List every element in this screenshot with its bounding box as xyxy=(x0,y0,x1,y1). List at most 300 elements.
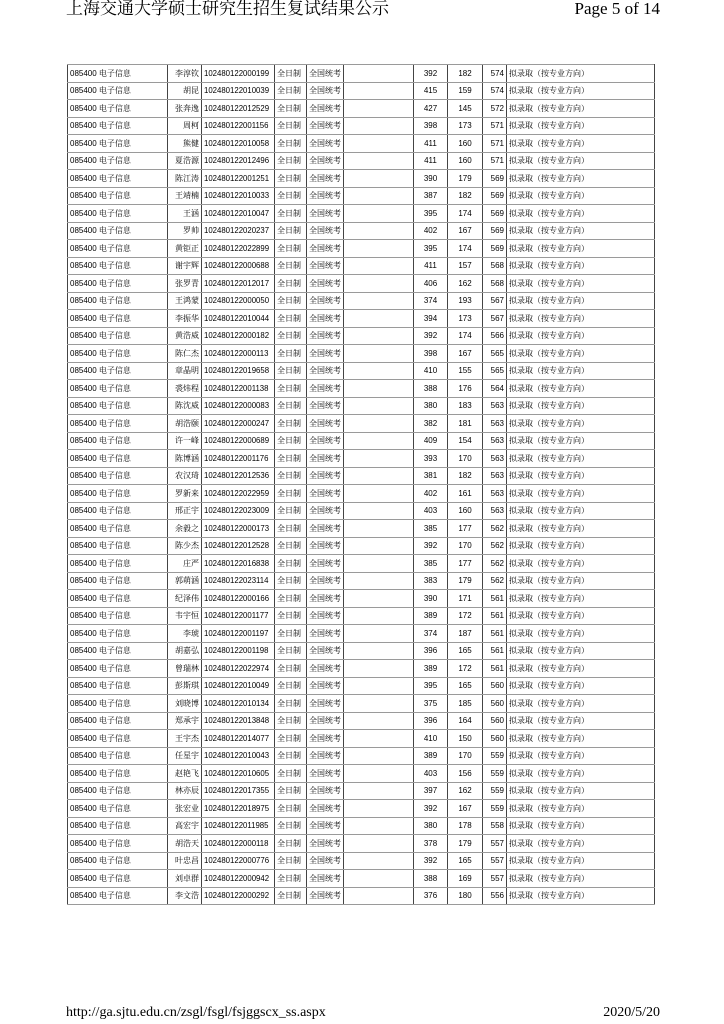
table-row xyxy=(68,117,655,135)
score-1-cell: 394 xyxy=(414,310,448,328)
study-mode-cell: 全日制 xyxy=(275,800,307,818)
candidate-id-cell: 102480122022959 xyxy=(202,485,275,503)
result-cell: 拟录取（按专业方向） xyxy=(507,170,655,188)
program-cell: 085400 电子信息 xyxy=(68,747,168,765)
blank-cell xyxy=(344,292,414,310)
name-cell: 胡浩颐 xyxy=(168,415,202,433)
result-cell: 拟录取（按专业方向） xyxy=(507,852,655,870)
program-cell: 085400 电子信息 xyxy=(68,450,168,468)
score-1-cell: 396 xyxy=(414,712,448,730)
total-score-cell: 559 xyxy=(483,800,507,818)
blank-cell xyxy=(344,432,414,450)
exam-type-cell: 全国统考 xyxy=(307,747,344,765)
total-score-cell: 571 xyxy=(483,117,507,135)
result-cell: 拟录取（按专业方向） xyxy=(507,292,655,310)
name-cell: 农汉琦 xyxy=(168,467,202,485)
exam-type-cell: 全国统考 xyxy=(307,415,344,433)
score-2-cell: 179 xyxy=(448,835,483,853)
study-mode-cell: 全日制 xyxy=(275,607,307,625)
total-score-cell: 569 xyxy=(483,222,507,240)
exam-type-cell: 全国统考 xyxy=(307,765,344,783)
result-cell: 拟录取（按专业方向） xyxy=(507,590,655,608)
table-row xyxy=(68,380,655,398)
score-1-cell: 415 xyxy=(414,82,448,100)
name-cell: 郑承宇 xyxy=(168,712,202,730)
table-row xyxy=(68,362,655,380)
result-cell: 拟录取（按专业方向） xyxy=(507,730,655,748)
name-cell: 任星宇 xyxy=(168,747,202,765)
table-row xyxy=(68,520,655,538)
table-row xyxy=(68,222,655,240)
program-cell: 085400 电子信息 xyxy=(68,765,168,783)
score-2-cell: 174 xyxy=(448,327,483,345)
name-cell: 陈江涛 xyxy=(168,170,202,188)
name-cell: 章晶明 xyxy=(168,362,202,380)
score-2-cell: 177 xyxy=(448,520,483,538)
candidate-id-cell: 102480122012536 xyxy=(202,467,275,485)
blank-cell xyxy=(344,397,414,415)
candidate-id-cell: 102480122000173 xyxy=(202,520,275,538)
score-2-cell: 173 xyxy=(448,117,483,135)
blank-cell xyxy=(344,555,414,573)
candidate-id-cell: 102480122014077 xyxy=(202,730,275,748)
study-mode-cell: 全日制 xyxy=(275,642,307,660)
program-cell: 085400 电子信息 xyxy=(68,292,168,310)
blank-cell xyxy=(344,467,414,485)
candidate-id-cell: 102480122010044 xyxy=(202,310,275,328)
candidate-id-cell: 102480122012528 xyxy=(202,537,275,555)
study-mode-cell: 全日制 xyxy=(275,677,307,695)
candidate-id-cell: 102480122012017 xyxy=(202,275,275,293)
program-cell: 085400 电子信息 xyxy=(68,852,168,870)
total-score-cell: 556 xyxy=(483,887,507,905)
program-cell: 085400 电子信息 xyxy=(68,345,168,363)
total-score-cell: 569 xyxy=(483,170,507,188)
table-row xyxy=(68,817,655,835)
total-score-cell: 564 xyxy=(483,380,507,398)
study-mode-cell: 全日制 xyxy=(275,82,307,100)
table-row xyxy=(68,835,655,853)
results-table-body xyxy=(68,65,655,905)
score-2-cell: 160 xyxy=(448,152,483,170)
result-cell: 拟录取（按专业方向） xyxy=(507,205,655,223)
candidate-id-cell: 102480122012529 xyxy=(202,100,275,118)
exam-type-cell: 全国统考 xyxy=(307,152,344,170)
table-row xyxy=(68,310,655,328)
name-cell: 韦宇恒 xyxy=(168,607,202,625)
total-score-cell: 567 xyxy=(483,292,507,310)
study-mode-cell: 全日制 xyxy=(275,835,307,853)
study-mode-cell: 全日制 xyxy=(275,187,307,205)
score-2-cell: 165 xyxy=(448,852,483,870)
score-1-cell: 392 xyxy=(414,327,448,345)
page-indicator: Page 5 of 14 xyxy=(574,0,660,18)
candidate-id-cell: 102480122016838 xyxy=(202,555,275,573)
study-mode-cell: 全日制 xyxy=(275,292,307,310)
blank-cell xyxy=(344,765,414,783)
study-mode-cell: 全日制 xyxy=(275,712,307,730)
name-cell: 熊健 xyxy=(168,135,202,153)
name-cell: 张奔逸 xyxy=(168,100,202,118)
exam-type-cell: 全国统考 xyxy=(307,222,344,240)
blank-cell xyxy=(344,817,414,835)
score-1-cell: 409 xyxy=(414,432,448,450)
study-mode-cell: 全日制 xyxy=(275,467,307,485)
study-mode-cell: 全日制 xyxy=(275,590,307,608)
table-row xyxy=(68,415,655,433)
study-mode-cell: 全日制 xyxy=(275,695,307,713)
score-2-cell: 182 xyxy=(448,65,483,83)
candidate-id-cell: 102480122013848 xyxy=(202,712,275,730)
blank-cell xyxy=(344,485,414,503)
score-2-cell: 154 xyxy=(448,432,483,450)
exam-type-cell: 全国统考 xyxy=(307,730,344,748)
study-mode-cell: 全日制 xyxy=(275,502,307,520)
score-2-cell: 177 xyxy=(448,555,483,573)
score-2-cell: 167 xyxy=(448,800,483,818)
exam-type-cell: 全国统考 xyxy=(307,100,344,118)
program-cell: 085400 电子信息 xyxy=(68,537,168,555)
study-mode-cell: 全日制 xyxy=(275,397,307,415)
score-2-cell: 167 xyxy=(448,222,483,240)
score-2-cell: 156 xyxy=(448,765,483,783)
blank-cell xyxy=(344,327,414,345)
score-2-cell: 169 xyxy=(448,870,483,888)
print-date: 2020/5/20 xyxy=(603,1005,660,1020)
program-cell: 085400 电子信息 xyxy=(68,135,168,153)
exam-type-cell: 全国统考 xyxy=(307,625,344,643)
study-mode-cell: 全日制 xyxy=(275,100,307,118)
name-cell: 赵艳飞 xyxy=(168,765,202,783)
exam-type-cell: 全国统考 xyxy=(307,870,344,888)
program-cell: 085400 电子信息 xyxy=(68,117,168,135)
result-cell: 拟录取（按专业方向） xyxy=(507,782,655,800)
blank-cell xyxy=(344,835,414,853)
program-cell: 085400 电子信息 xyxy=(68,362,168,380)
total-score-cell: 561 xyxy=(483,660,507,678)
blank-cell xyxy=(344,170,414,188)
exam-type-cell: 全国统考 xyxy=(307,275,344,293)
table-row xyxy=(68,187,655,205)
result-cell: 拟录取（按专业方向） xyxy=(507,327,655,345)
exam-type-cell: 全国统考 xyxy=(307,887,344,905)
name-cell: 邢正宇 xyxy=(168,502,202,520)
total-score-cell: 563 xyxy=(483,397,507,415)
program-cell: 085400 电子信息 xyxy=(68,642,168,660)
score-2-cell: 180 xyxy=(448,887,483,905)
candidate-id-cell: 102480122010134 xyxy=(202,695,275,713)
score-2-cell: 167 xyxy=(448,345,483,363)
program-cell: 085400 电子信息 xyxy=(68,590,168,608)
score-2-cell: 178 xyxy=(448,817,483,835)
total-score-cell: 559 xyxy=(483,765,507,783)
exam-type-cell: 全国统考 xyxy=(307,362,344,380)
study-mode-cell: 全日制 xyxy=(275,327,307,345)
candidate-id-cell: 102480122022974 xyxy=(202,660,275,678)
blank-cell xyxy=(344,502,414,520)
result-cell: 拟录取（按专业方向） xyxy=(507,82,655,100)
total-score-cell: 560 xyxy=(483,712,507,730)
table-row xyxy=(68,292,655,310)
score-1-cell: 383 xyxy=(414,572,448,590)
score-1-cell: 392 xyxy=(414,800,448,818)
score-2-cell: 172 xyxy=(448,607,483,625)
score-2-cell: 179 xyxy=(448,170,483,188)
result-cell: 拟录取（按专业方向） xyxy=(507,450,655,468)
result-cell: 拟录取（按专业方向） xyxy=(507,800,655,818)
program-cell: 085400 电子信息 xyxy=(68,817,168,835)
study-mode-cell: 全日制 xyxy=(275,152,307,170)
candidate-id-cell: 102480122001198 xyxy=(202,642,275,660)
score-2-cell: 176 xyxy=(448,380,483,398)
score-1-cell: 402 xyxy=(414,222,448,240)
total-score-cell: 561 xyxy=(483,625,507,643)
source-url: http://ga.sjtu.edu.cn/zsgl/fsgl/fsjggscx_ss.aspx xyxy=(66,1005,326,1020)
score-2-cell: 150 xyxy=(448,730,483,748)
score-2-cell: 181 xyxy=(448,415,483,433)
program-cell: 085400 电子信息 xyxy=(68,572,168,590)
study-mode-cell: 全日制 xyxy=(275,765,307,783)
candidate-id-cell: 102480122000942 xyxy=(202,870,275,888)
blank-cell xyxy=(344,660,414,678)
candidate-id-cell: 102480122010043 xyxy=(202,747,275,765)
exam-type-cell: 全国统考 xyxy=(307,555,344,573)
total-score-cell: 565 xyxy=(483,345,507,363)
name-cell: 王靖楠 xyxy=(168,187,202,205)
blank-cell xyxy=(344,852,414,870)
candidate-id-cell: 102480122019658 xyxy=(202,362,275,380)
score-1-cell: 396 xyxy=(414,642,448,660)
total-score-cell: 562 xyxy=(483,520,507,538)
table-row xyxy=(68,240,655,258)
score-1-cell: 392 xyxy=(414,852,448,870)
study-mode-cell: 全日制 xyxy=(275,170,307,188)
total-score-cell: 559 xyxy=(483,747,507,765)
blank-cell xyxy=(344,887,414,905)
document-title: 上海交通大学硕士研究生招生复试结果公示 xyxy=(66,0,389,19)
score-1-cell: 392 xyxy=(414,537,448,555)
score-1-cell: 410 xyxy=(414,362,448,380)
name-cell: 彭斯琪 xyxy=(168,677,202,695)
exam-type-cell: 全国统考 xyxy=(307,345,344,363)
exam-type-cell: 全国统考 xyxy=(307,205,344,223)
result-cell: 拟录取（按专业方向） xyxy=(507,152,655,170)
score-1-cell: 398 xyxy=(414,345,448,363)
result-cell: 拟录取（按专业方向） xyxy=(507,222,655,240)
exam-type-cell: 全国统考 xyxy=(307,852,344,870)
table-row xyxy=(68,485,655,503)
total-score-cell: 571 xyxy=(483,135,507,153)
candidate-id-cell: 102480122001176 xyxy=(202,450,275,468)
name-cell: 王涵 xyxy=(168,205,202,223)
blank-cell xyxy=(344,345,414,363)
exam-type-cell: 全国统考 xyxy=(307,817,344,835)
score-1-cell: 402 xyxy=(414,485,448,503)
study-mode-cell: 全日制 xyxy=(275,432,307,450)
study-mode-cell: 全日制 xyxy=(275,135,307,153)
total-score-cell: 565 xyxy=(483,362,507,380)
candidate-id-cell: 102480122000688 xyxy=(202,257,275,275)
blank-cell xyxy=(344,747,414,765)
program-cell: 085400 电子信息 xyxy=(68,800,168,818)
program-cell: 085400 电子信息 xyxy=(68,380,168,398)
score-1-cell: 387 xyxy=(414,187,448,205)
name-cell: 王宇杰 xyxy=(168,730,202,748)
candidate-id-cell: 102480122000182 xyxy=(202,327,275,345)
name-cell: 张宏业 xyxy=(168,800,202,818)
study-mode-cell: 全日制 xyxy=(275,870,307,888)
exam-type-cell: 全国统考 xyxy=(307,607,344,625)
name-cell: 李淳钦 xyxy=(168,65,202,83)
total-score-cell: 572 xyxy=(483,100,507,118)
table-row xyxy=(68,625,655,643)
table-row xyxy=(68,730,655,748)
score-2-cell: 182 xyxy=(448,467,483,485)
score-1-cell: 411 xyxy=(414,152,448,170)
blank-cell xyxy=(344,222,414,240)
result-cell: 拟录取（按专业方向） xyxy=(507,572,655,590)
score-2-cell: 160 xyxy=(448,502,483,520)
table-row xyxy=(68,800,655,818)
score-1-cell: 403 xyxy=(414,765,448,783)
score-2-cell: 174 xyxy=(448,205,483,223)
study-mode-cell: 全日制 xyxy=(275,345,307,363)
blank-cell xyxy=(344,590,414,608)
study-mode-cell: 全日制 xyxy=(275,240,307,258)
score-1-cell: 390 xyxy=(414,170,448,188)
exam-type-cell: 全国统考 xyxy=(307,432,344,450)
result-cell: 拟录取（按专业方向） xyxy=(507,835,655,853)
program-cell: 085400 电子信息 xyxy=(68,205,168,223)
name-cell: 黄钜正 xyxy=(168,240,202,258)
total-score-cell: 557 xyxy=(483,870,507,888)
candidate-id-cell: 102480122010047 xyxy=(202,205,275,223)
blank-cell xyxy=(344,625,414,643)
table-row xyxy=(68,677,655,695)
blank-cell xyxy=(344,572,414,590)
study-mode-cell: 全日制 xyxy=(275,257,307,275)
candidate-id-cell: 102480122000199 xyxy=(202,65,275,83)
score-1-cell: 392 xyxy=(414,65,448,83)
program-cell: 085400 电子信息 xyxy=(68,310,168,328)
total-score-cell: 563 xyxy=(483,415,507,433)
name-cell: 陈仁杰 xyxy=(168,345,202,363)
score-2-cell: 145 xyxy=(448,100,483,118)
blank-cell xyxy=(344,450,414,468)
score-1-cell: 406 xyxy=(414,275,448,293)
score-2-cell: 165 xyxy=(448,642,483,660)
blank-cell xyxy=(344,607,414,625)
result-cell: 拟录取（按专业方向） xyxy=(507,660,655,678)
score-1-cell: 380 xyxy=(414,397,448,415)
candidate-id-cell: 102480122022899 xyxy=(202,240,275,258)
program-cell: 085400 电子信息 xyxy=(68,660,168,678)
name-cell: 陈沈威 xyxy=(168,397,202,415)
candidate-id-cell: 102480122018975 xyxy=(202,800,275,818)
exam-type-cell: 全国统考 xyxy=(307,537,344,555)
name-cell: 李文浩 xyxy=(168,887,202,905)
exam-type-cell: 全国统考 xyxy=(307,660,344,678)
program-cell: 085400 电子信息 xyxy=(68,870,168,888)
table-row xyxy=(68,782,655,800)
study-mode-cell: 全日制 xyxy=(275,660,307,678)
name-cell: 胡浩天 xyxy=(168,835,202,853)
result-cell: 拟录取（按专业方向） xyxy=(507,537,655,555)
study-mode-cell: 全日制 xyxy=(275,572,307,590)
name-cell: 裘炜程 xyxy=(168,380,202,398)
score-1-cell: 395 xyxy=(414,240,448,258)
table-row xyxy=(68,695,655,713)
score-2-cell: 160 xyxy=(448,135,483,153)
name-cell: 高宏宇 xyxy=(168,817,202,835)
table-row xyxy=(68,205,655,223)
program-cell: 085400 电子信息 xyxy=(68,887,168,905)
candidate-id-cell: 102480122020237 xyxy=(202,222,275,240)
blank-cell xyxy=(344,537,414,555)
score-2-cell: 193 xyxy=(448,292,483,310)
candidate-id-cell: 102480122000166 xyxy=(202,590,275,608)
study-mode-cell: 全日制 xyxy=(275,380,307,398)
score-1-cell: 390 xyxy=(414,590,448,608)
result-cell: 拟录取（按专业方向） xyxy=(507,275,655,293)
candidate-id-cell: 102480122023114 xyxy=(202,572,275,590)
score-2-cell: 179 xyxy=(448,572,483,590)
score-1-cell: 398 xyxy=(414,117,448,135)
blank-cell xyxy=(344,730,414,748)
table-row xyxy=(68,852,655,870)
exam-type-cell: 全国统考 xyxy=(307,310,344,328)
result-cell: 拟录取（按专业方向） xyxy=(507,345,655,363)
score-2-cell: 170 xyxy=(448,537,483,555)
name-cell: 罗帅 xyxy=(168,222,202,240)
candidate-id-cell: 102480122000292 xyxy=(202,887,275,905)
total-score-cell: 560 xyxy=(483,695,507,713)
name-cell: 黄浩威 xyxy=(168,327,202,345)
total-score-cell: 562 xyxy=(483,572,507,590)
program-cell: 085400 电子信息 xyxy=(68,187,168,205)
score-2-cell: 174 xyxy=(448,240,483,258)
name-cell: 叶忠昌 xyxy=(168,852,202,870)
program-cell: 085400 电子信息 xyxy=(68,275,168,293)
candidate-id-cell: 102480122001251 xyxy=(202,170,275,188)
candidate-id-cell: 102480122000776 xyxy=(202,852,275,870)
program-cell: 085400 电子信息 xyxy=(68,677,168,695)
table-row xyxy=(68,555,655,573)
total-score-cell: 563 xyxy=(483,432,507,450)
name-cell: 陈少杰 xyxy=(168,537,202,555)
exam-type-cell: 全国统考 xyxy=(307,257,344,275)
study-mode-cell: 全日制 xyxy=(275,817,307,835)
table-row xyxy=(68,345,655,363)
program-cell: 085400 电子信息 xyxy=(68,555,168,573)
score-2-cell: 185 xyxy=(448,695,483,713)
score-2-cell: 182 xyxy=(448,187,483,205)
study-mode-cell: 全日制 xyxy=(275,537,307,555)
result-cell: 拟录取（按专业方向） xyxy=(507,397,655,415)
blank-cell xyxy=(344,870,414,888)
total-score-cell: 563 xyxy=(483,467,507,485)
candidate-id-cell: 102480122010049 xyxy=(202,677,275,695)
total-score-cell: 562 xyxy=(483,537,507,555)
score-1-cell: 376 xyxy=(414,887,448,905)
blank-cell xyxy=(344,240,414,258)
blank-cell xyxy=(344,152,414,170)
candidate-id-cell: 102480122000689 xyxy=(202,432,275,450)
score-2-cell: 187 xyxy=(448,625,483,643)
table-row xyxy=(68,82,655,100)
program-cell: 085400 电子信息 xyxy=(68,712,168,730)
program-cell: 085400 电子信息 xyxy=(68,82,168,100)
